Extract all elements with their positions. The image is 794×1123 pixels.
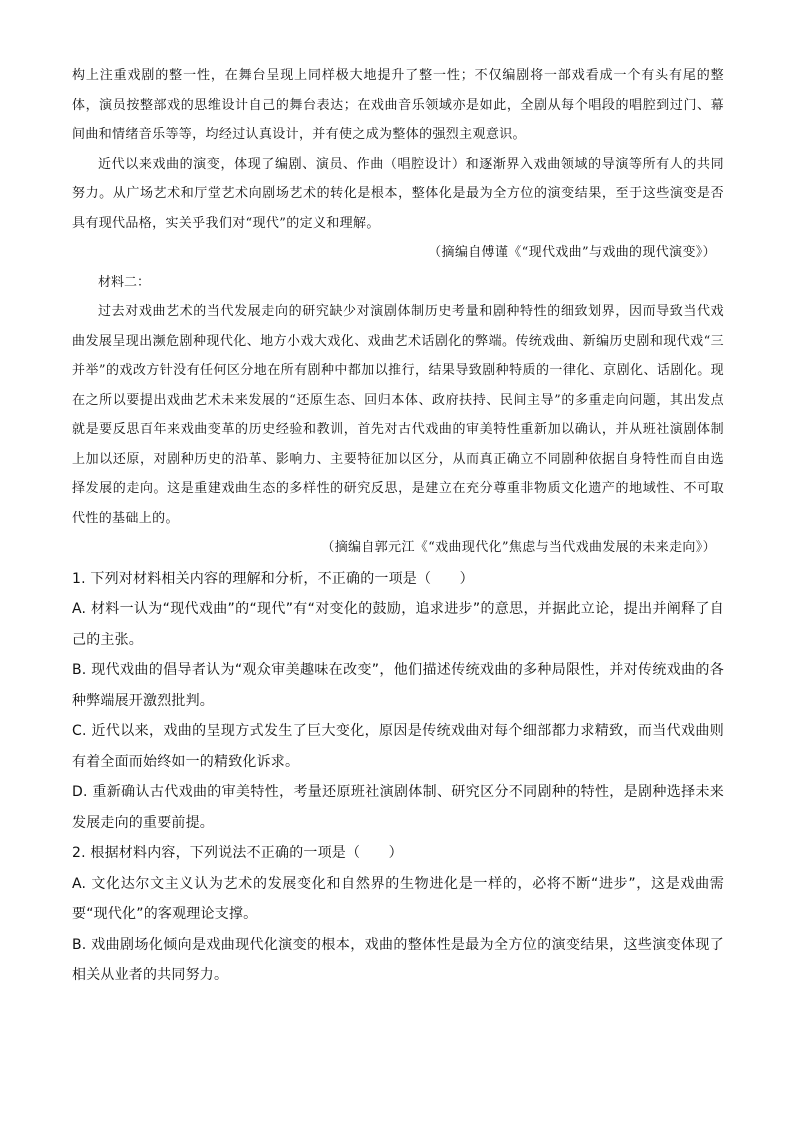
material-two-paragraph: 过去对戏曲艺术的当代发展走向的研究缺少对演剧体制历史考量和剧种特性的细致划界，因而导致当代戏曲发展呈现出濒危剧种现代化、地方小戏大戏化、戏曲艺术话剧化的弊端。传统戏曲、新编历史剧和现代戏“三并举”的戏改方针没有任何区分地在所有剧种中都加以推行，结果导致剧种特质的一律化、京剧化、话剧化。现在之所以要提出戏曲艺术未来发展的“还原生态、回归本体、政府扶持、民间主导”的多重走向问题，其出发点就是要反思百年来戏曲变革的历史经验和教训，首先对古代戏曲的审美特性重新加以确认，并从班社演剧体制上加以还原，对剧种历史的沿革、影响力、主要特征加以区分，从而真正确立不同剧种依据自身特性而自由选择发展的走向。这是重建戏曲生态的多样性的研究反思，是建立在充分尊重非物质文化遗产的地域性、不可取代性的基础上的。 [72, 304, 724, 526]
material-one-source: （摘编自傅谨《“现代戏曲”与戏曲的现代演变》） [428, 245, 716, 260]
question-2 [72, 838, 724, 991]
question-2-stem: 2. 根据材料内容，下列说法不正确的一项是（ ） [72, 845, 403, 861]
material-one-paragraph-evolution: 近代以来戏曲的演变，体现了编剧、演员、作曲（唱腔设计）和逐渐界入戏曲领域的导演等所有人的共同努力。从广场艺术和厅堂艺术向剧场艺术的转化是根本，整体化是最为全方位的演变结果，至于这些演变是否具有现代品格，实关乎我们对“现代”的定义和理解。 [72, 156, 724, 231]
question-1-option-a: A. 材料一认为“现代戏曲”的“现代”有“对变化的鼓励，追求进步”的意思，并据此立论，提出并阐释了自己的主张。 [72, 601, 724, 648]
material-one-paragraph-end: 构上注重戏剧的整一性，在舞台呈现上同样极大地提升了整一性；不仅编剧将一部戏看成一个有头有尾的整体，演员按整部戏的思维设计自己的舞台表达；在戏曲音乐领域亦是如此，全剧从每个唱段的唱腔到过门、幕间曲和情绪音乐等等，均经过认真设计，并有使之成为整体的强烈主观意识。 [72, 68, 724, 142]
question-1 [72, 564, 724, 839]
exam-page [72, 61, 724, 991]
question-1-option-b: B. 现代戏曲的倡导者认为“观众审美趣味在改变”，他们描述传统戏曲的多种局限性，并对传统戏曲的各种弊端展开激烈批判。 [72, 662, 724, 709]
question-1-option-d: D. 重新确认古代戏曲的审美特性，考量还原班社演剧体制、研究区分不同剧种的特性，是剧种选择未来发展走向的重要前提。 [72, 784, 724, 831]
material-two-source: （摘编自郭元江《“戏曲现代化”焦虑与当代戏曲发展的未来走向》） [321, 540, 716, 555]
question-2-option-a: A. 文化达尔文主义认为艺术的发展变化和自然界的生物进化是一样的，必将不断“进步”，这是戏曲需要“现代化”的客观理论支撑。 [72, 875, 724, 922]
material-two-label: 材料二： [98, 274, 151, 290]
question-1-stem: 1. 下列对材料相关内容的理解和分析，不正确的一项是（ ） [72, 570, 474, 587]
question-2-option-b: B. 戏曲剧场化倾向是戏曲现代化演变的根本，戏曲的整体性是最为全方位的演变结果，这些演变体现了相关从业者的共同努力。 [72, 936, 724, 983]
question-1-option-c: C. 近代以来，戏曲的呈现方式发生了巨大变化，原因是传统戏曲对每个细部都力求精致，而当代戏曲则有着全面而始终如一的精致化诉求。 [72, 723, 724, 770]
